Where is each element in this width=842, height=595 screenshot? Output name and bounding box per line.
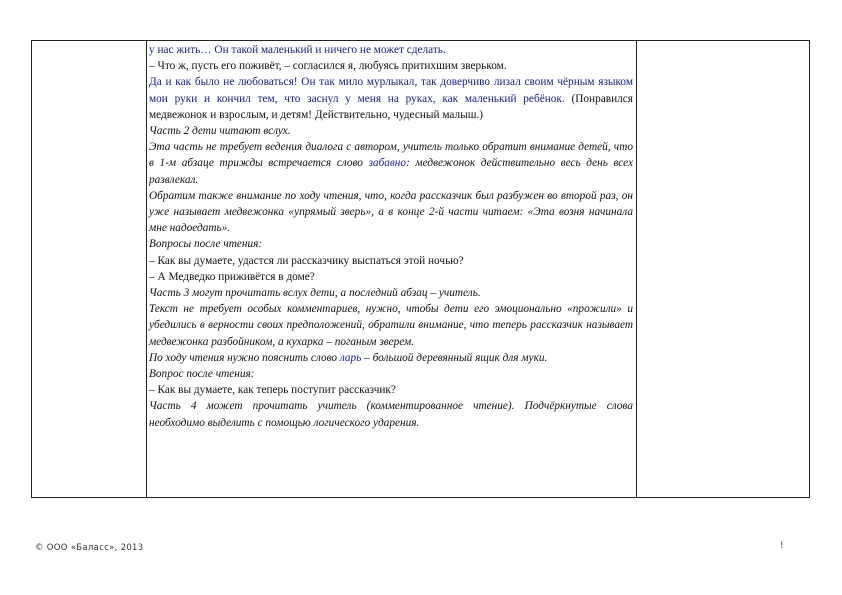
questions-heading: Вопросы после чтения: (149, 238, 263, 251)
column-divider-left (146, 41, 147, 497)
story-dialogue-line: – Что ж, пусть его поживёт, – согласился я, любуясь притихшим зверьком. (149, 60, 507, 73)
story-paragraph (149, 74, 633, 123)
question-heading: Вопрос после чтения: (149, 368, 255, 381)
part-3-heading: Часть 3 могут прочитать вслух дети, а последний абзац – учитель. (149, 287, 481, 300)
part-3-note: Текст не требует особых комментариев, нужно, чтобы дети его эмоционально «прожили» и убедились в верности своих предположений, обратили внимание, что теперь рассказчик называет медвежонка разбойником, а кухарка – поганым зверем. (149, 303, 633, 348)
question-1: – Как вы думаете, удастся ли рассказчику выспаться этой ночью? (149, 254, 464, 267)
highlight-word-lar: ларь (339, 351, 362, 364)
note-text-after: : медвежонок действительно весь день всех развлекал. (149, 157, 633, 186)
vocab-text: По ходу чтения нужно пояснить слово (149, 351, 340, 364)
story-quote: Да и как было не любоваться! Он так мило мурлыкал, так доверчиво лизал своим чёрным языком мои руки и кончил тем, что заснул у меня на руках, как маленький ребёнок. (149, 76, 633, 105)
vocabulary-note (149, 350, 633, 366)
highlight-word-zabavno: забавно (368, 157, 407, 170)
vocab-text-after: – большой деревянный ящик для муки. (361, 351, 548, 364)
question-3: – Как вы думаете, как теперь поступит рассказчик? (149, 384, 396, 397)
lesson-text-cell (149, 42, 633, 431)
part-4-note: Часть 4 может прочитать учитель (комментированное чтение). Подчёркнутые слова необходимо выделить с помощью логического ударения. (149, 400, 633, 429)
note-text: Эта часть не требует ведения диалога с автором, учитель только обратит внимание детей, что в 1-м абзаце трижды встречается слово (149, 141, 633, 170)
story-line-1: у нас жить… Он такой маленький и ничего не может сделать. (149, 44, 446, 56)
question-2: – А Медведко приживётся в доме? (149, 270, 315, 283)
teacher-comment: (Понравился медвежонок и взрослым, и детям! Действительно, чудесный малыш.) (149, 92, 633, 121)
part-2-observation: Обратим также внимание по ходу чтения, что, когда рассказчик был разбужен во второй раз, он уже называет медвежонка «упрямый зверь», а в конце 2-й части читаем: «Эта возня начинала мне надоедать». (149, 189, 633, 235)
part-2-note (149, 139, 633, 188)
page-number: ! (780, 541, 784, 551)
footer-copyright: © ООО «Баласс», 2013 (35, 543, 144, 553)
column-divider-right (636, 41, 637, 497)
part-2-heading: Часть 2 дети читают вслух. (149, 125, 291, 138)
